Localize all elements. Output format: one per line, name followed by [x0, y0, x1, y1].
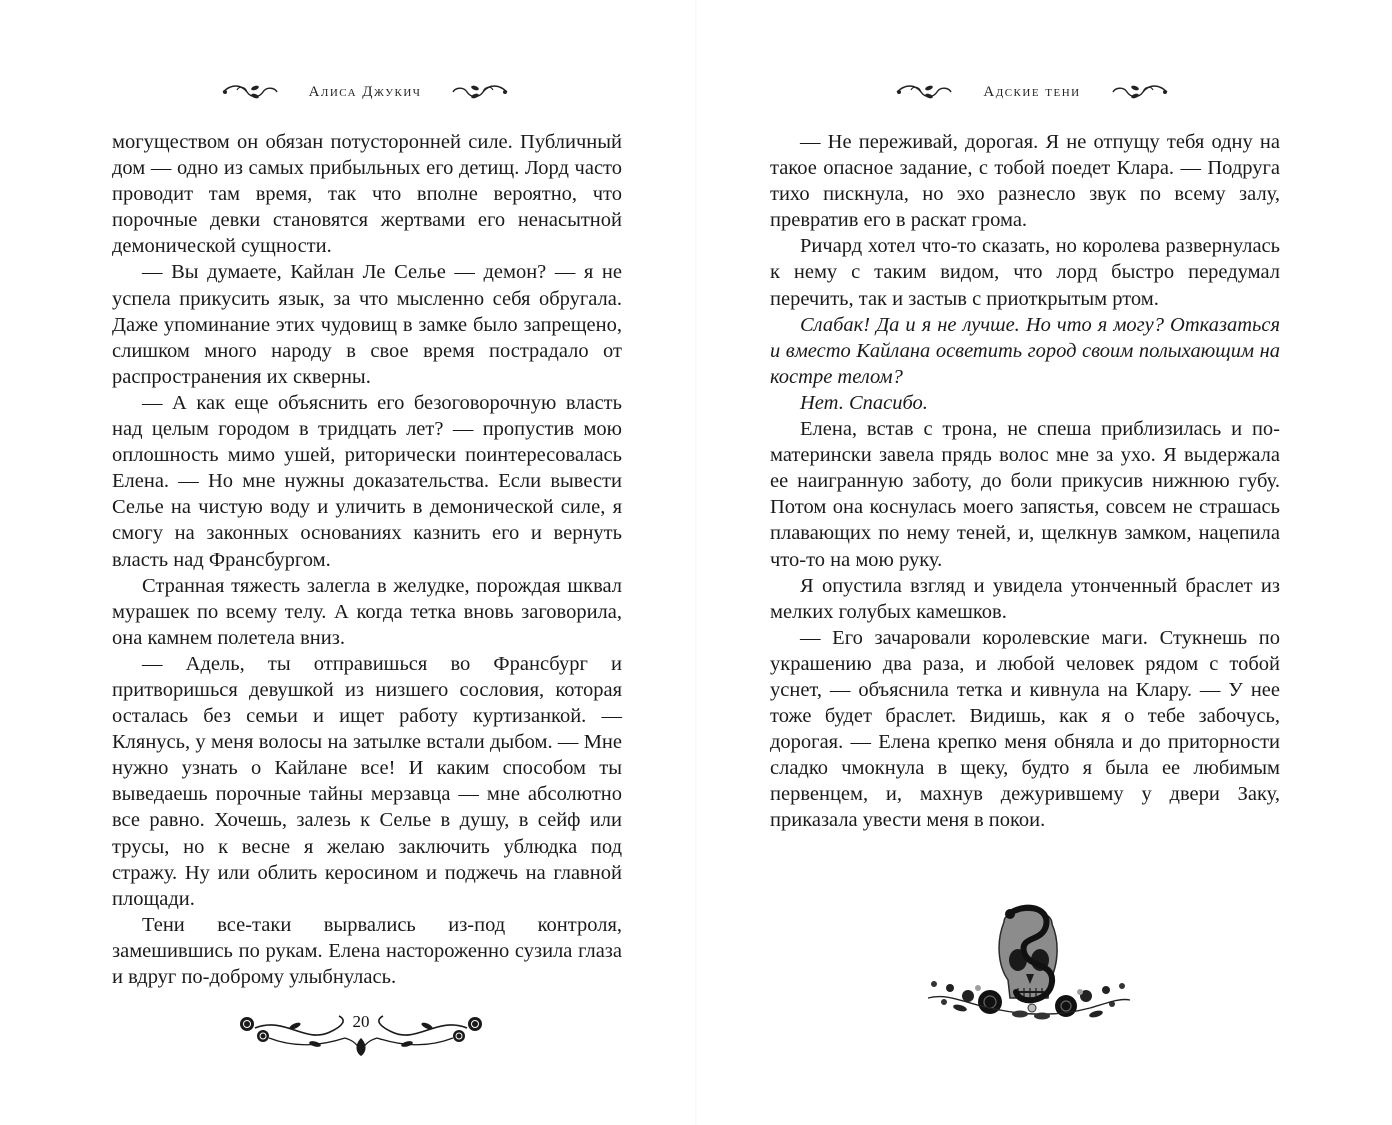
paragraph: Странная тяжесть залегла в желудке, порождая шквал мурашек по всему телу. А когда тетка вновь заговорила, она камнем полетела вниз.	[112, 574, 622, 649]
paragraph: Тени все-таки вырвались из-под контроля, замешившись по рукам. Елена настороженно сузила глаза и вдруг по-доброму улыбнулась.	[112, 913, 622, 988]
right-header-title: Адские тени	[983, 83, 1081, 100]
flourish-right-icon	[451, 82, 509, 102]
page-footer	[235, 1008, 487, 1056]
flourish-left-icon	[895, 82, 953, 102]
right-page-body	[770, 129, 1280, 834]
flourish-left-icon	[221, 82, 279, 102]
paragraph: могуществом он обязан потусторонней силе. Публичный дом — одно из самых прибыльных его детищ. Лорд часто проводит там время, так что вполне вероятно, что порочные девки становятся жертвами его ненасытной демонической сущности.	[112, 131, 622, 258]
skull-ornament-icon	[920, 902, 1136, 1030]
paragraph: Елена, встав с трона, не спеша приблизилась и по-матерински завела прядь волос мне за ухо. Я выдержала ее наигранную заботу, до боли прикусив нижнюю губу. Потом она коснулась моего запястья, совсем не страшась плавающих по нему теней, и, щелкнув замком, нацепила что-то на мою руку.	[770, 418, 1280, 571]
right-running-header	[872, 78, 1192, 106]
paragraph: — А как еще объяснить его безоговорочную власть над целым городом в тридцать лет? — пропустив мою оплошность мимо ушей, риторически поинтересовалась Елена. — Но мне нужны доказательства. Если вывести Селье на чистую воду и уличить в демонической силе, я смогу на законных основаниях казнить его и вернуть власть над Франсбургом.	[112, 391, 622, 571]
paragraph: — Адель, ты отправишься во Франсбург и притворишься девушкой из низшего сословия, которая осталась без семьи и ищет работу куртизанкой. — Клянусь, у меня волосы на затылке встали дыбом. — Мне нужно узнать о Кайлане все! И каким способом ты выведаешь порочные тайны мерзавца — мне абсолютно все равно. Хочешь, залезь к Селье в душу, в сейф или трусы, но к весне я желаю заключить ублюдка под стражу. Ну или облить керосином и поджечь на главной площади.	[112, 652, 622, 910]
left-page-body	[112, 129, 622, 990]
flourish-right-icon	[1111, 82, 1169, 102]
italic-thought-paragraph: Нет. Спасибо.	[800, 391, 928, 414]
italic-thought-paragraph: Слабак! Да и я не лучше. Но что я могу? Отказаться и вместо Кайлана осветить город своим полыхающим на костре телом?	[770, 313, 1280, 388]
left-running-header	[205, 78, 525, 106]
left-header-author: Алиса Джукич	[308, 83, 422, 100]
page-number: 20	[352, 1012, 370, 1031]
paragraph: Я опустила взгляд и увидела утонченный браслет из мелких голубых камешков.	[770, 574, 1280, 623]
paragraph: — Не переживай, дорогая. Я не отпущу тебя одну на такое опасное задание, с тобой поедет Клара. — Подруга тихо пискнула, но эхо разнесло звук по всему залу, превратив его в раскат грома.	[770, 131, 1280, 232]
page-gutter	[695, 0, 697, 1125]
paragraph: — Его зачаровали королевские маги. Стукнешь по украшению два раза, и любой человек рядом с тобой уснет, — объяснила тетка и кивнула на Клару. — У нее тоже будет браслет. Видишь, как я о тебе забочусь, дорогая. — Елена крепко меня обняла и до приторности сладко чмокнула в щеку, будто я была ее любимым первенцем, и, махнув дежурившему у двери Заку, приказала увести меня в покои.	[770, 626, 1280, 832]
paragraph: — Вы думаете, Кайлан Ле Селье — демон? — я не успела прикусить язык, за что мысленно себя обругала. Даже упоминание этих чудовищ в замке было запрещено, слишком много народу в свое время пострадало от распространения их скверны.	[112, 261, 622, 388]
paragraph: Ричард хотел что-то сказать, но королева развернулась к нему с таким видом, что лорд быстро передумал перечить, так и застыв с приоткрытым ртом.	[770, 235, 1280, 310]
